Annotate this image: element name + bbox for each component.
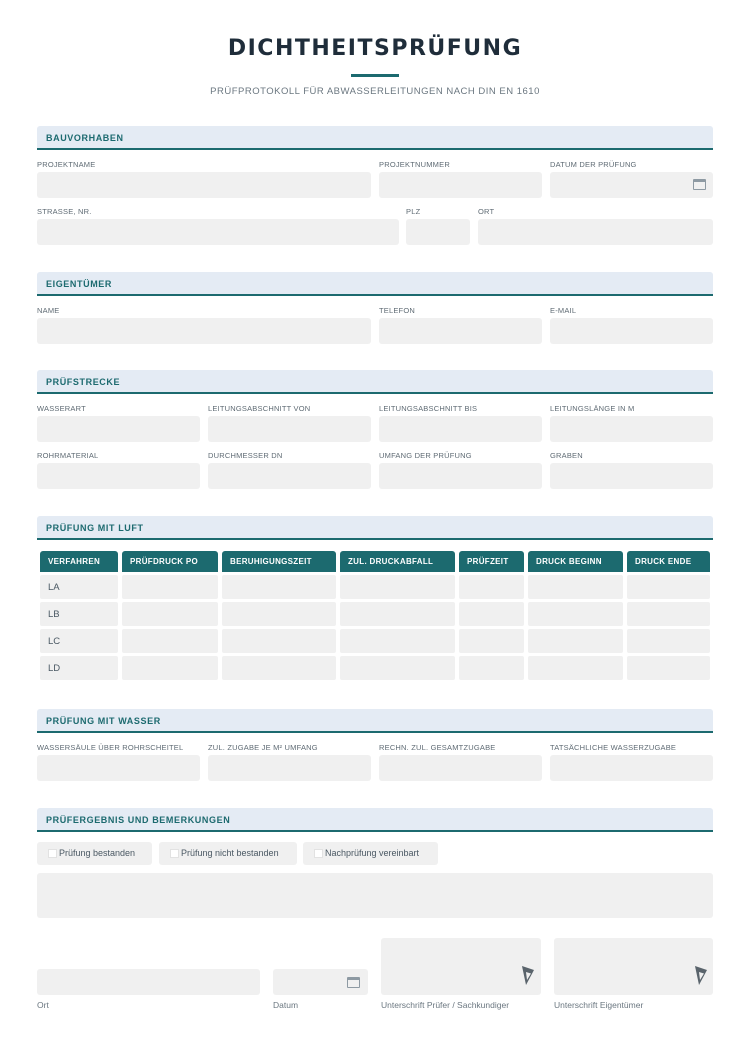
label-rohrmaterial: ROHRMATERIAL bbox=[37, 451, 99, 460]
table-cell[interactable] bbox=[627, 656, 710, 680]
table-row bbox=[40, 575, 118, 599]
graben-field[interactable] bbox=[550, 463, 713, 489]
strasse-field[interactable] bbox=[37, 219, 399, 245]
table-cell[interactable] bbox=[528, 656, 623, 680]
label-wasserart: WASSERART bbox=[37, 404, 86, 413]
page-title: DICHTHEITSPRÜFUNG bbox=[227, 36, 523, 61]
datum-pruefung-field[interactable] bbox=[550, 172, 713, 198]
table-cell[interactable] bbox=[627, 602, 710, 626]
label-name: NAME bbox=[37, 306, 60, 315]
email-field[interactable] bbox=[550, 318, 713, 344]
table-cell[interactable] bbox=[122, 629, 218, 653]
section-heading: BAUVORHABEN bbox=[46, 133, 124, 143]
pen-icon bbox=[693, 964, 709, 986]
section-wasser bbox=[37, 709, 713, 733]
section-eigentuemer bbox=[37, 272, 713, 296]
section-heading: PRÜFSTRECKE bbox=[46, 377, 121, 387]
calendar-icon[interactable] bbox=[693, 179, 706, 190]
signature-eigentuemer-field[interactable] bbox=[554, 938, 713, 995]
umfang-field[interactable] bbox=[379, 463, 542, 489]
wasserzugabe-field[interactable] bbox=[550, 755, 713, 781]
checkbox-label: Prüfung bestanden bbox=[59, 848, 136, 858]
table-header-beruhigungszeit: BERUHIGUNGSZEIT bbox=[222, 551, 336, 572]
section-heading: PRÜFERGEBNIS UND BEMERKUNGEN bbox=[46, 815, 231, 825]
rohrmaterial-field[interactable] bbox=[37, 463, 200, 489]
table-cell[interactable] bbox=[340, 575, 455, 599]
table-cell[interactable] bbox=[340, 602, 455, 626]
table-header-druckabfall: ZUL. DRUCKABFALL bbox=[340, 551, 455, 572]
wassersaeule-field[interactable] bbox=[37, 755, 200, 781]
label-durchmesser: DURCHMESSER DN bbox=[208, 451, 283, 460]
gesamtzugabe-field[interactable] bbox=[379, 755, 542, 781]
title-underline bbox=[351, 74, 399, 77]
label-ort: ORT bbox=[478, 207, 495, 216]
signature-pruefer-field[interactable] bbox=[381, 938, 541, 995]
table-cell[interactable] bbox=[222, 602, 336, 626]
label-gesamtzugabe: RECHN. ZUL. GESAMTZUGABE bbox=[379, 743, 496, 752]
table-cell[interactable] bbox=[459, 656, 524, 680]
row-label: LB bbox=[48, 609, 60, 620]
table-header-verfahren: VERFAHREN bbox=[40, 551, 118, 572]
pen-icon bbox=[520, 964, 536, 986]
section-heading: PRÜFUNG MIT LUFT bbox=[46, 523, 144, 533]
label-wassersaeule: WASSERSÄULE ÜBER ROHRSCHEITEL bbox=[37, 743, 184, 752]
name-field[interactable] bbox=[37, 318, 371, 344]
table-cell[interactable] bbox=[459, 602, 524, 626]
table-row bbox=[40, 602, 118, 626]
table-cell[interactable] bbox=[222, 629, 336, 653]
row-label: LA bbox=[48, 582, 60, 593]
checkbox-label: Prüfung nicht bestanden bbox=[181, 848, 279, 858]
label-projektnummer: PROJEKTNUMMER bbox=[379, 160, 450, 169]
section-luft bbox=[37, 516, 713, 540]
label-telefon: TELEFON bbox=[379, 306, 415, 315]
page-subtitle: PRÜFPROTOKOLL FÜR ABWASSERLEITUNGEN NACH DIN EN 1610 bbox=[210, 86, 540, 97]
label-graben: GRABEN bbox=[550, 451, 583, 460]
abschnitt-von-field[interactable] bbox=[208, 416, 371, 442]
plz-field[interactable] bbox=[406, 219, 470, 245]
table-cell[interactable] bbox=[222, 656, 336, 680]
row-label: LD bbox=[48, 663, 61, 674]
checkbox-box[interactable] bbox=[314, 849, 323, 858]
wasserart-field[interactable] bbox=[37, 416, 200, 442]
table-header-druck-beginn: DRUCK BEGINN bbox=[528, 551, 623, 572]
label-plz: PLZ bbox=[406, 207, 421, 216]
table-header-pruefdruck: PRÜFDRUCK PO bbox=[122, 551, 218, 572]
leitungslaenge-field[interactable] bbox=[550, 416, 713, 442]
abschnitt-bis-field[interactable] bbox=[379, 416, 542, 442]
label-datum-pruefung: DATUM DER PRÜFUNG bbox=[550, 160, 637, 169]
section-ergebnis bbox=[37, 808, 713, 832]
datum-signature-field[interactable] bbox=[273, 969, 368, 995]
section-pruefstrecke bbox=[37, 370, 713, 394]
section-bauvorhaben bbox=[37, 126, 713, 150]
table-cell[interactable] bbox=[122, 575, 218, 599]
label-projektname: PROJEKTNAME bbox=[37, 160, 96, 169]
projektnummer-field[interactable] bbox=[379, 172, 542, 198]
row-label: LC bbox=[48, 636, 61, 647]
table-cell[interactable] bbox=[340, 629, 455, 653]
label-wasserzugabe: TATSÄCHLICHE WASSERZUGABE bbox=[550, 743, 677, 752]
section-heading: EIGENTÜMER bbox=[46, 279, 113, 289]
label-strasse: STRASSE, NR. bbox=[37, 207, 92, 216]
calendar-icon[interactable] bbox=[347, 977, 360, 988]
checkbox-nicht-bestanden[interactable] bbox=[159, 842, 297, 865]
table-cell[interactable] bbox=[122, 656, 218, 680]
checkbox-label: Nachprüfung vereinbart bbox=[325, 848, 420, 858]
label-ort-footer: Ort bbox=[37, 1000, 49, 1010]
table-cell[interactable] bbox=[222, 575, 336, 599]
telefon-field[interactable] bbox=[379, 318, 542, 344]
table-row bbox=[40, 629, 118, 653]
table-cell[interactable] bbox=[340, 656, 455, 680]
table-cell[interactable] bbox=[459, 629, 524, 653]
label-zugabe: ZUL. ZUGABE JE M² UMFANG bbox=[208, 743, 318, 752]
checkbox-nachpruefung[interactable] bbox=[303, 842, 438, 865]
ort-field[interactable] bbox=[478, 219, 713, 245]
label-email: E-MAIL bbox=[550, 306, 577, 315]
checkbox-box[interactable] bbox=[170, 849, 179, 858]
table-header-pruefzeit: PRÜFZEIT bbox=[459, 551, 524, 572]
label-abschnitt-bis: LEITUNGSABSCHNITT BIS bbox=[379, 404, 478, 413]
table-cell[interactable] bbox=[528, 629, 623, 653]
table-cell[interactable] bbox=[528, 602, 623, 626]
section-heading: PRÜFUNG MIT WASSER bbox=[46, 716, 161, 726]
table-cell[interactable] bbox=[627, 629, 710, 653]
table-cell[interactable] bbox=[528, 575, 623, 599]
ort-signature-field[interactable] bbox=[37, 969, 260, 995]
bemerkungen-textarea[interactable] bbox=[37, 873, 713, 918]
table-row bbox=[40, 656, 118, 680]
label-abschnitt-von: LEITUNGSABSCHNITT VON bbox=[208, 404, 311, 413]
table-cell[interactable] bbox=[459, 575, 524, 599]
label-umfang: UMFANG DER PRÜFUNG bbox=[379, 451, 472, 460]
label-leitungslaenge: LEITUNGSLÄNGE IN M bbox=[550, 404, 635, 413]
durchmesser-field[interactable] bbox=[208, 463, 371, 489]
checkbox-box[interactable] bbox=[48, 849, 57, 858]
label-unterschrift-pruefer: Unterschrift Prüfer / Sachkundiger bbox=[381, 1000, 510, 1010]
table-cell[interactable] bbox=[122, 602, 218, 626]
projektname-field[interactable] bbox=[37, 172, 371, 198]
label-unterschrift-eigentuemer: Unterschrift Eigentümer bbox=[554, 1000, 644, 1010]
zugabe-field[interactable] bbox=[208, 755, 371, 781]
table-header-druck-ende: DRUCK ENDE bbox=[627, 551, 710, 572]
table-cell[interactable] bbox=[627, 575, 710, 599]
label-datum-footer: Datum bbox=[273, 1000, 299, 1010]
checkbox-bestanden[interactable] bbox=[37, 842, 152, 865]
